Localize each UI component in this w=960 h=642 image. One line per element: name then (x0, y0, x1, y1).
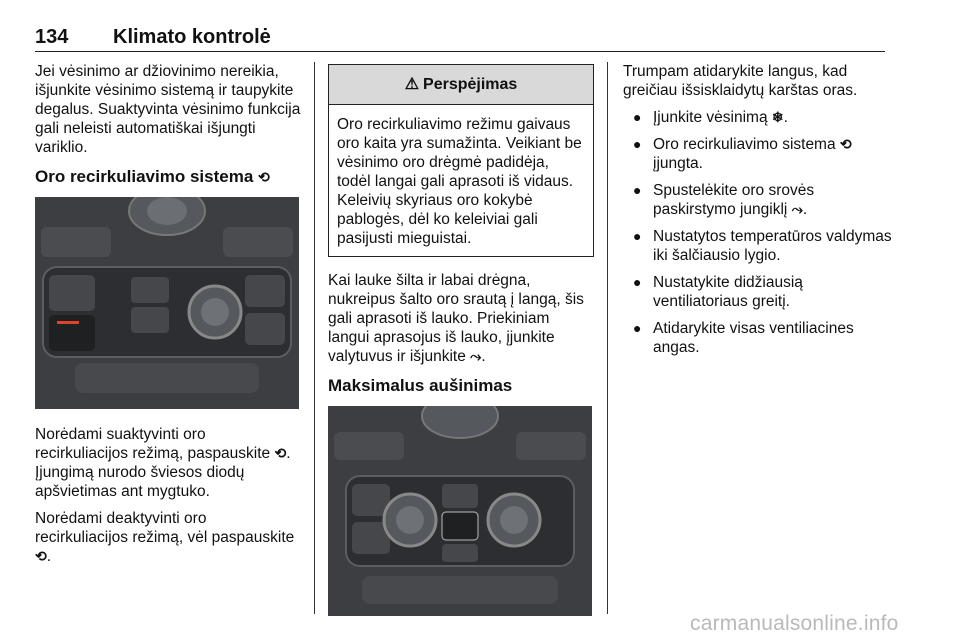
air-distribution-icon: ⤳ (791, 201, 803, 217)
humid-weather-paragraph: Kai lauke šilta ir labai drėgna, nukreipus šalto oro srautą į langą, šis gali aprasoti iš lauko. Priekiniam langui aprasojus iš lauko, įjunkite valytuvus ir išjunkite ⤳. (328, 272, 584, 365)
list-item: ● Spustelėkite oro srovės paskirstymo jungiklį ⤳. (633, 182, 815, 218)
list-item: ● Įjunkite vėsinimą ❄. (633, 109, 788, 126)
list-item: ● Nustatykite didžiausią ventiliatoriaus greitį. (633, 274, 803, 310)
page-number: 134 (35, 26, 69, 48)
column-right (623, 62, 893, 365)
column-divider (314, 62, 315, 614)
recirculation-icon: ⟲ (839, 136, 852, 152)
windshield-air-icon: ⤳ (470, 348, 482, 364)
watermark: carmanualsonline.info (690, 612, 899, 635)
warning-header (329, 65, 593, 105)
warning-box (328, 64, 594, 257)
column-divider (607, 62, 608, 614)
recirculation-icon: ⟲ (274, 445, 287, 461)
activate-paragraph: Norėdami suaktyvinti oro recirkuliacijos režimą, paspauskite ⟲. Įjungimą nurodo šviesos diodų apšvietimas ant mygtuko. (35, 426, 291, 500)
max-cooling-intro: Trumpam atidarykite langus, kad greičiau išsisklaidytų karštas oras. (623, 63, 858, 99)
list-item: ● Oro recirkuliavimo sistema ⟲ įjungta. (633, 136, 852, 172)
warning-triangle-icon: ⚠ (404, 76, 420, 93)
climate-panel-photo-max-cooling (328, 406, 592, 616)
chapter-title: Klimato kontrolė (113, 26, 271, 48)
snowflake-icon: ❄ (771, 109, 784, 125)
page-header (35, 22, 885, 52)
warning-text: Oro recirkuliavimo režimu gaivaus oro kaita yra sumažinta. Veikiant be vėsinimo oro drėgmė padidėja, todėl langai gali aprasoti iš vidaus. Keleivių skyriaus oro kokybė pablogės, dėl ko keleiviai gali pasijusti mieguistai. (337, 116, 582, 247)
list-item: ● Nustatytos temperatūros valdymas iki šalčiausio lygio. (633, 228, 892, 264)
column-middle (328, 62, 594, 632)
list-item: ● Atidarykite visas ventiliacines angas. (633, 320, 854, 356)
warning-title: Perspėjimas (423, 76, 518, 93)
climate-panel-photo-recirculation (35, 197, 299, 409)
recirculation-icon: ⟲ (258, 169, 270, 185)
section-heading-recirculation: Oro recirkuliavimo sistema ⟲ (35, 167, 270, 186)
column-left (35, 62, 301, 574)
recirculation-icon: ⟲ (35, 548, 47, 564)
deactivate-paragraph: Norėdami deaktyvinti oro recirkuliacijos režimą, vėl paspauskite ⟲. (35, 510, 295, 565)
max-cooling-steps (623, 108, 893, 357)
intro-paragraph: Jei vėsinimo ar džiovinimo nereikia, išjunkite vėsinimo sistemą ir taupykite degalus. Suaktyvinta vėsinimo funkcija gali neleisti automatiškai išjungti variklio. (35, 63, 301, 156)
section-heading-max-cooling: Maksimalus aušinimas (328, 376, 513, 395)
